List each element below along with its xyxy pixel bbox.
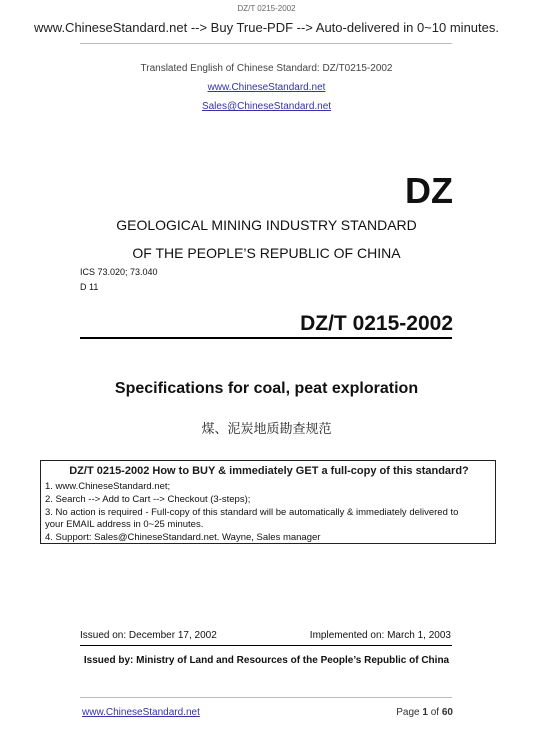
implemented-on: Implemented on: March 1, 2003 — [309, 630, 451, 641]
purchase-info-box — [40, 460, 496, 544]
classification-code: D 11 — [80, 282, 99, 292]
standard-number: DZ/T 0215-2002 — [300, 312, 453, 335]
purchase-step: 4. Support: Sales@ChineseStandard.net. Wayne, Sales manager — [45, 532, 321, 543]
standard-line-1: GEOLOGICAL MINING INDUSTRY STANDARD — [116, 217, 417, 233]
purchase-step: 3. No action is required - Full-copy of this standard will be automatically & immediately delivered to — [45, 507, 459, 518]
top-banner: www.ChineseStandard.net --> Buy True-PDF --> Auto-delivered in 0~10 minutes. — [34, 20, 499, 35]
issued-on: Issued on: December 17, 2002 — [80, 630, 217, 641]
top-divider — [80, 43, 452, 44]
purchase-step: your EMAIL address in 0~25 minutes. — [45, 519, 204, 530]
footer-website-link[interactable]: www.ChineseStandard.net — [82, 707, 200, 718]
issued-by: Issued by: Ministry of Land and Resources of the People’s Republic of China — [83, 655, 450, 666]
header-ghost-text: DZ/T 0215-2002 — [237, 4, 296, 13]
ics-code: ICS 73.020; 73.040 — [80, 267, 158, 277]
standard-line-2: OF THE PEOPLE’S REPUBLIC OF CHINA — [132, 245, 401, 261]
document-title: Specifications for coal, peat exploration — [114, 380, 419, 397]
footer-divider — [80, 697, 452, 698]
page-total: 60 — [441, 707, 453, 718]
page-current: 1 — [422, 707, 428, 718]
website-link[interactable]: www.ChineseStandard.net — [207, 82, 326, 93]
page-prefix: Page — [396, 707, 423, 718]
document-title-chinese: 煤、泥炭地质勘查规范 — [201, 422, 332, 437]
purchase-step: 2. Search --> Add to Cart --> Checkout (3-steps); — [45, 494, 251, 505]
dates-rule — [80, 645, 452, 646]
title-rule — [80, 337, 452, 339]
category-code: DZ — [405, 170, 453, 211]
purchase-heading: DZ/T 0215-2002 How to BUY & immediately GET a full-copy of this standard? — [69, 465, 469, 477]
purchase-step: 1. www.ChineseStandard.net; — [45, 481, 171, 492]
translated-line: Translated English of Chinese Standard: DZ/T0215-2002 — [140, 63, 393, 74]
email-link[interactable]: Sales@ChineseStandard.net — [201, 101, 332, 112]
page-sep: of — [427, 707, 442, 718]
page-indicator — [396, 707, 453, 718]
